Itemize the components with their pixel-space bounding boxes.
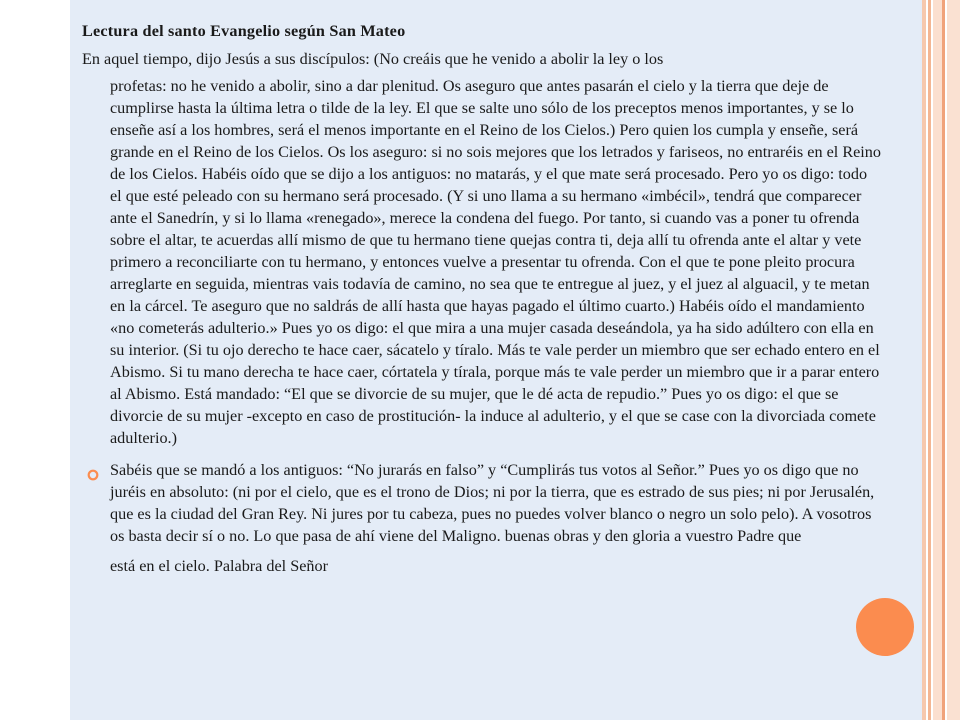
decorative-stripe xyxy=(922,0,926,720)
circle-bullet-icon xyxy=(87,469,99,481)
decorative-stripe xyxy=(933,0,942,720)
decorative-stripe xyxy=(928,0,931,720)
bullet-item xyxy=(82,459,882,577)
reading-closing: está en el cielo. Palabra del Señor xyxy=(110,557,328,575)
reading-intro: En aquel tiempo, dijo Jesús a sus discípulos: (No creáis que he venido a abolir la ley o los xyxy=(82,50,664,68)
orange-circle-decoration xyxy=(856,598,914,656)
reading-paragraph-1: profetas: no he venido a abolir, sino a dar plenitud. Os aseguro que antes pasarán el cielo y la tierra que deje de cumplirse hasta la última letra o tilde de la ley. El que se salte uno sólo de los preceptos menos importantes, y se lo enseñe así a los hombres, será el menos importante en el Reino de los Cielos.) Pero quien los cumpla y enseñe, será grande en el Reino de los Cielos. Os los aseguro: si no sois mejores que los letrados y fariseos, no entraréis en el Reino de los Cielos. Habéis oído que se dijo a los antiguos: no matarás, y el que mate será procesado. Pero yo os digo: todo el que esté peleado con su hermano será procesado. (Y si uno llama a su hermano «imbécil», tendrá que comparecer ante el Sanedrín, y si lo llama «renegado», merece la condena del fuego. Por tanto, si cuando vas a poner tu ofrenda sobre el altar, te acuerdas allí mismo de que tu hermano tiene quejas contra ti, deja allí tu ofrenda ante el altar y vete primero a reconciliarte con tu hermano, y entonces vuelve a presentar tu ofrenda. Con el que te pone pleito procura arreglarte en seguida, mientras vais todavía de camino, no sea que te entregue al juez, y el juez al alguacil, y te metan en la cárcel. Te aseguro que no saldrás de allí hasta que hayas pagado el último cuarto.) Habéis oído el mandamiento «no cometerás adulterio.» Pues yo os digo: el que mira a una mujer casada deseándola, ya ha sido adúltero con ella en su interior. (Si tu ojo derecho te hace caer, sácatelo y tíralo. Más te vale perder un miembro que ser echado entero en el Abismo. Si tu mano derecha te hace caer, córtatela y tírala, porque más te vale perder un miembro que ir a parar entero al Abismo. Está mandado: “El que se divorcie de su mujer, que le dé acta de repudio.” Pues yo os digo: el que se divorcie de su mujer -excepto en caso de prostitución- la induce al adulterio, y el que se case con la divorciada comete adulterio.) xyxy=(110,77,881,447)
gospel-reading xyxy=(82,20,882,577)
decorative-stripe xyxy=(942,0,945,720)
reading-heading: Lectura del santo Evangelio según San Mateo xyxy=(82,22,406,40)
decorative-stripe xyxy=(947,0,960,720)
reading-paragraph-2: Sabéis que se mandó a los antiguos: “No jurarás en falso” y “Cumplirás tus votos al Señor.” Pues yo os digo que no juréis en absoluto: (ni por el cielo, que es el trono de Dios; ni por la tierra, que es estrado de sus pies; ni por Jerusalén, que es la ciudad del Gran Rey. Ni jures por tu cabeza, pues no puedes volver blanco o negro un solo pelo). A vosotros os basta decir sí o no. Lo que pasa de ahí viene del Maligno. buenas obras y den gloria a vuestro Padre que xyxy=(110,461,875,545)
